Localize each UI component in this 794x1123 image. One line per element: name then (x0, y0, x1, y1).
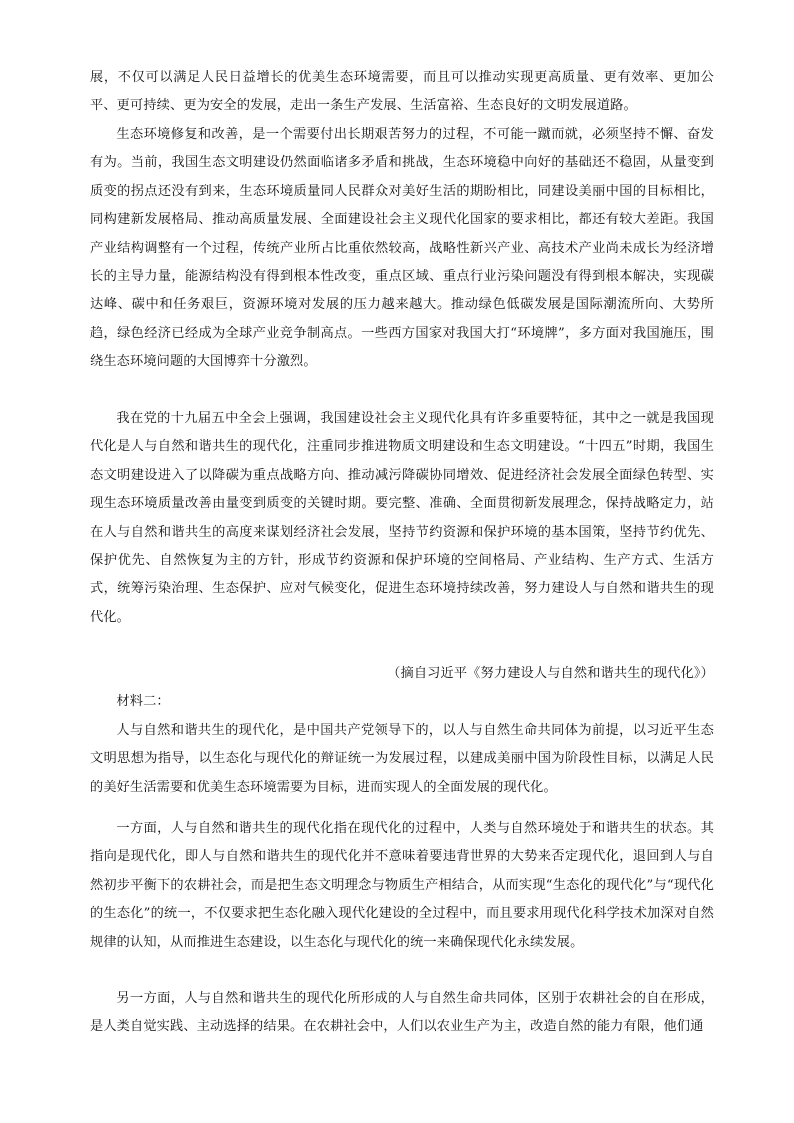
paragraph-continuation: 展，不仅可以满足人民日益增长的优美生态环境需要，而且可以推动实现更高质量、更有效率、更加公平、更可持续、更为安全的发展，走出一条生产发展、生活富裕、生态良好的文明发展道路。 (90, 70, 714, 114)
paragraph-on-other-hand: 另一方面，人与自然和谐共生的现代化所形成的人与自然生命共同体，区别于农耕社会的自在形成，是人类自觉实践、主动选择的结果。在农耕社会中，人们以农业生产为主，改造自然的能力有限，他们通 (90, 991, 714, 1035)
source-citation: （摘自习近平《努力建设人与自然和谐共生的现代化》） (387, 666, 714, 681)
paragraph-fifth-plenum: 我在党的十九届五中全会上强调，我国建设社会主义现代化具有许多重要特征，其中之一就是我国现代化是人与自然和谐共生的现代化，注重同步推进物质文明建设和生态文明建设。“十四五”时期，我国生态文明建设进入了以降碳为重点战略方向、推动减污降碳协同增效、促进经济社会发展全面绿色转型、实现生态环境质量改善由量变到质变的关键时期。要完整、准确、全面贯彻新发展理念，保持战略定力，站在人与自然和谐共生的高度来谋划经济社会发展，坚持节约资源和保护环境的基本国策，坚持节约优先、保护优先、自然恢复为主的方针，形成节约资源和保护环境的空间格局、产业结构、生产方式、生活方式，统筹污染治理、生态保护、应对气候变化，促进生态环境持续改善，努力建设人与自然和谐共生的现代化。 (90, 411, 714, 625)
paragraph-definition: 人与自然和谐共生的现代化，是中国共产党领导下的，以人与自然生命共同体为前提，以习近平生态文明思想为指导，以生态化与现代化的辩证统一为发展过程，以建成美丽中国为阶段性目标，以满足人民的美好生活需要和优美生态环境需要为目标，进而实现人的全面发展的现代化。 (90, 723, 714, 795)
paragraph-ecological-restoration: 生态环境修复和改善，是一个需要付出长期艰苦努力的过程，不可能一蹴而就，必须坚持不懈、奋发有为。当前，我国生态文明建设仍然面临诸多矛盾和挑战，生态环境稳中向好的基础还不稳固，从量变到质变的拐点还没有到来，生态环境质量同人民群众对美好生活的期盼相比，同建设美丽中国的目标相比，同构建新发展格局、推动高质量发展、全面建设社会主义现代化国家的要求相比，都还有较大差距。我国产业结构调整有一个过程，传统产业所占比重依然较高，战略性新兴产业、高技术产业尚未成长为经济增长的主导力量，能源结构没有得到根本性改变，重点区域、重点行业污染问题没有得到根本解决，实现碳达峰、碳中和任务艰巨，资源环境对发展的压力越来越大。推动绿色低碳发展是国际潮流所向、大势所趋，绿色经济已经成为全球产业竞争制高点。一些西方国家对我国大打“环境牌”，多方面对我国施压，围绕生态环境问题的大国博弈十分激烈。 (90, 127, 714, 370)
paragraph-on-one-hand: 一方面，人与自然和谐共生的现代化指在现代化的过程中，人类与自然环境处于和谐共生的状态。其指向是现代化，即人与自然和谐共生的现代化并不意味着要违背世界的大势来否定现代化，退回到人与自然初步平衡下的农耕社会，而是把生态文明理念与物质生产相结合，从而实现“生态化的现代化”与“现代化的生态化”的统一，不仅要求把生态化融入现代化建设的全过程中，而且要求用现代化科学技术加深对自然规律的认知，从而推进生态建设，以生态化与现代化的统一来确保现代化永续发展。 (90, 821, 714, 950)
material-two-heading: 材料二： (116, 694, 170, 709)
